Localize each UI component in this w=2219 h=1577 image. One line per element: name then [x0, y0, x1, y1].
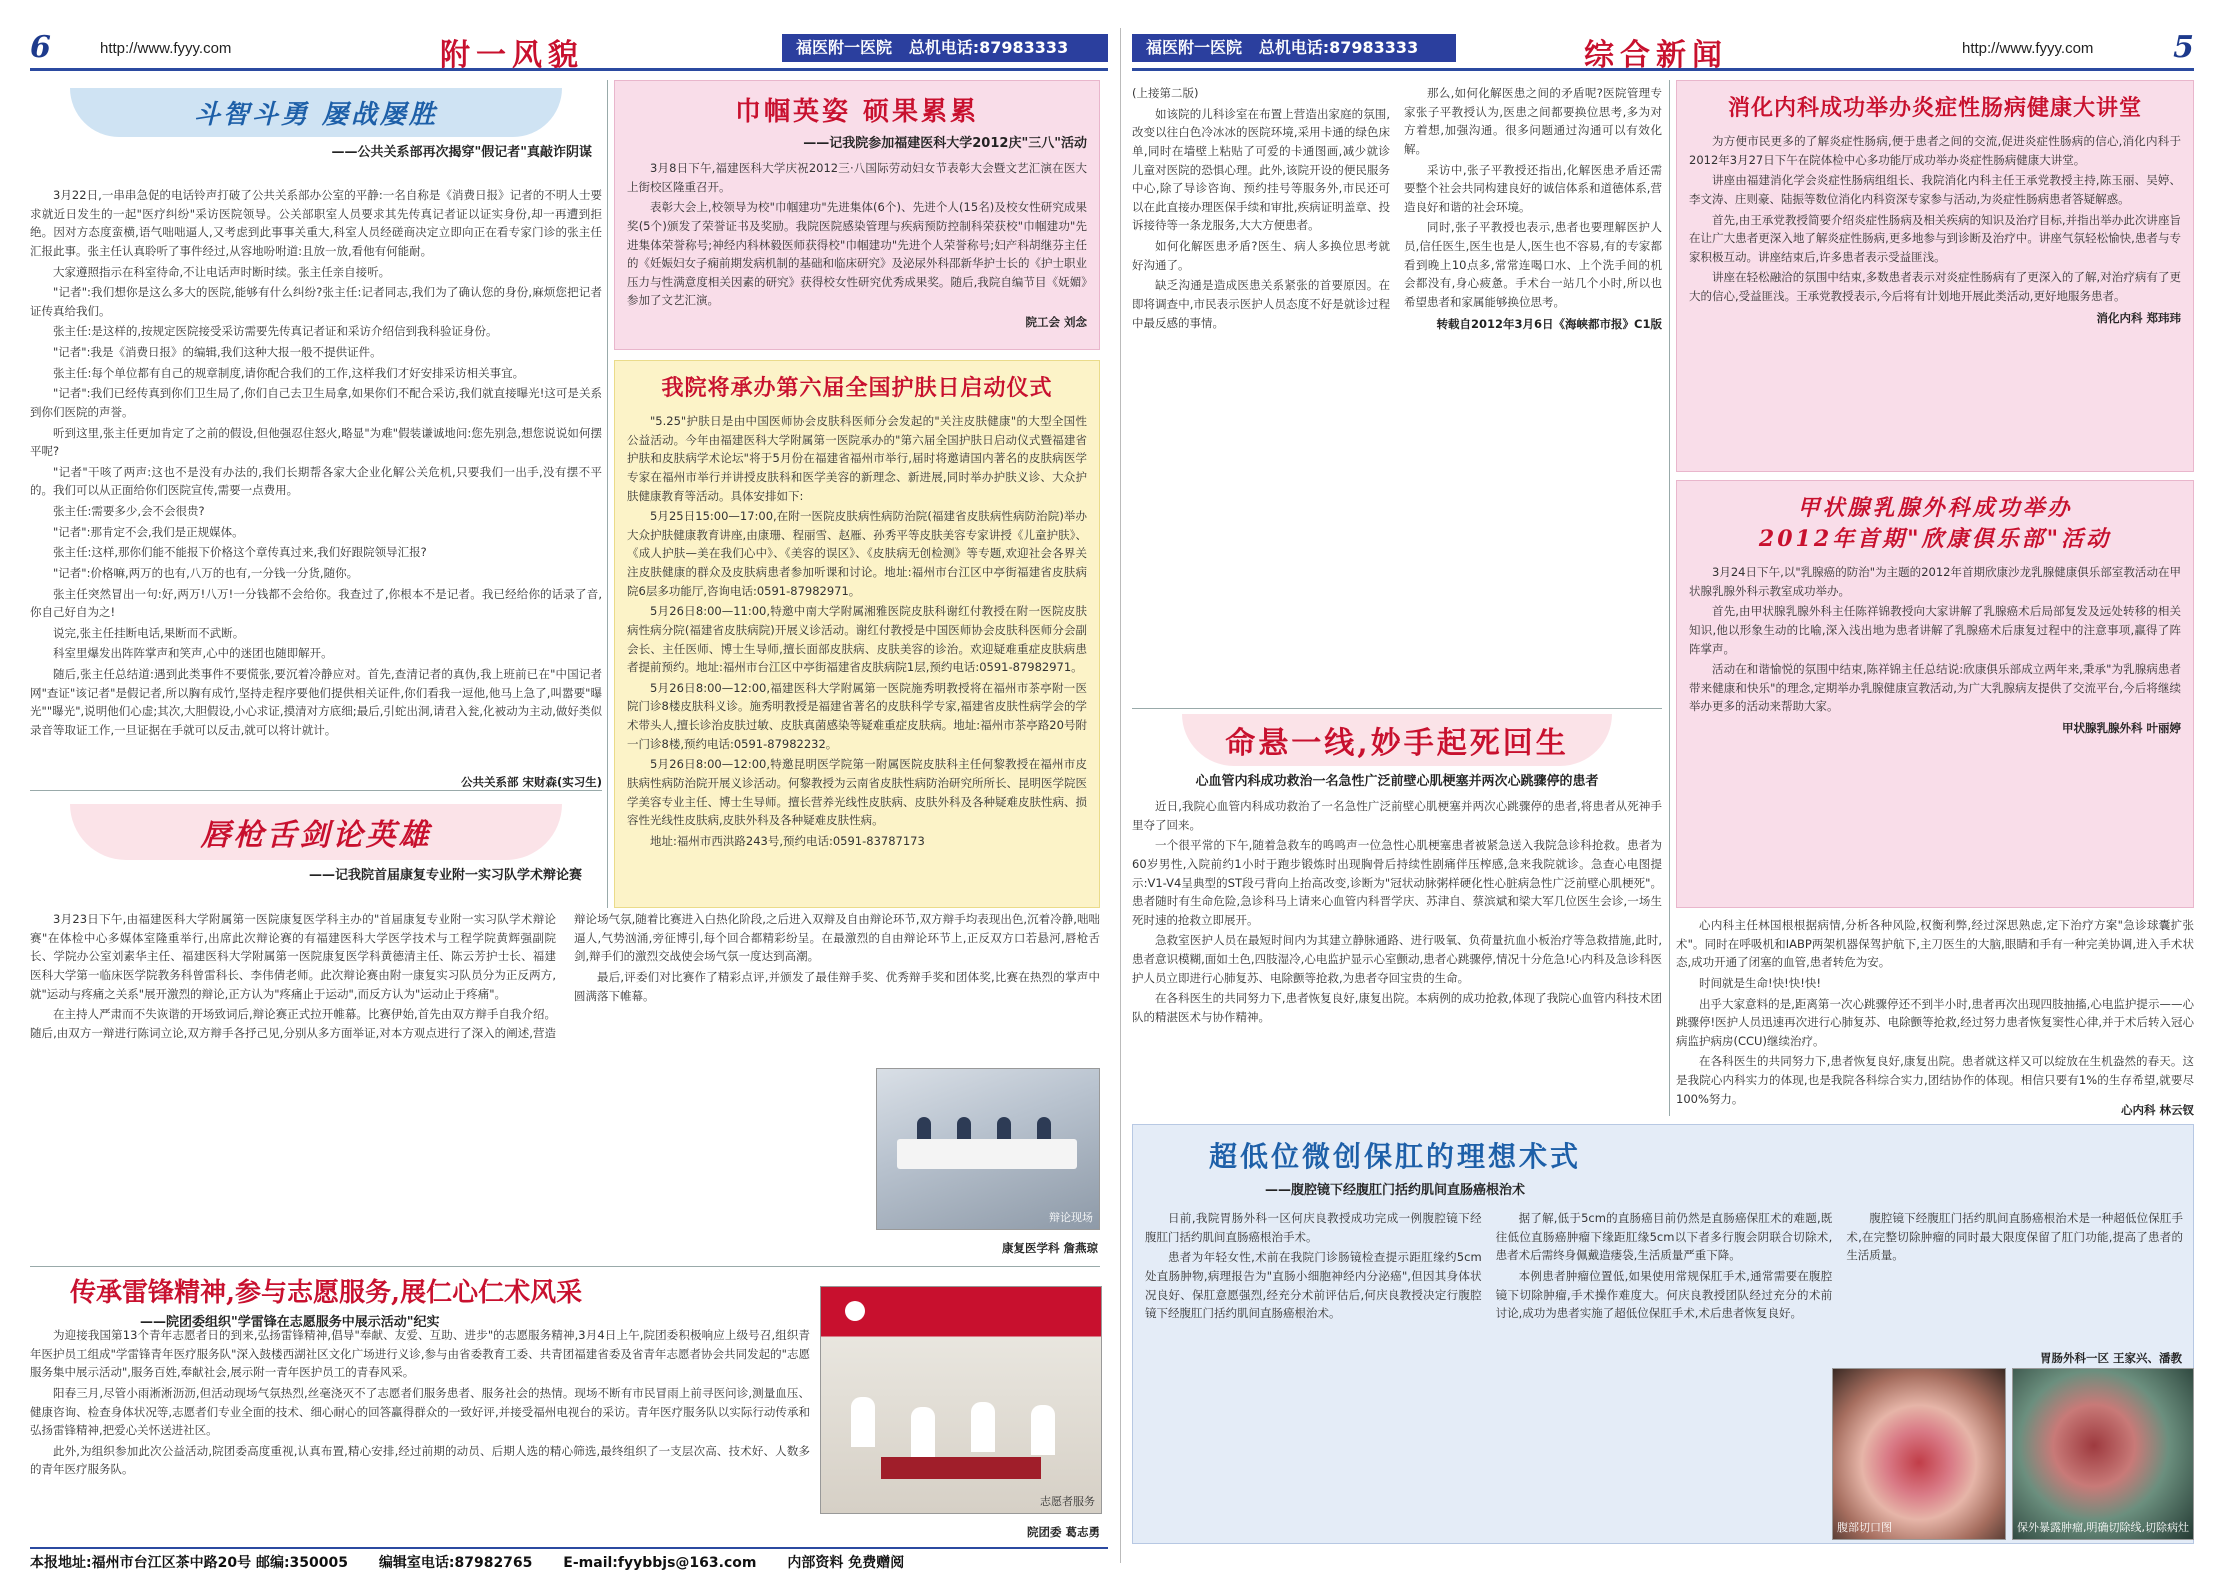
- header-url[interactable]: http://www.fyyy.com: [100, 40, 232, 57]
- column-divider: [1669, 80, 1670, 1116]
- article-cardiac-rescue: [1132, 714, 1662, 1114]
- article-title-line2: 2012年首期"欣康俱乐部"活动: [1758, 526, 2112, 552]
- article-title-line1: 甲状腺乳腺外科成功举办: [1797, 495, 2073, 521]
- article-continuation: (上接第二版): [1132, 86, 1199, 100]
- paragraph: 心内科主任林国根根据病情,分析各种风险,权衡利弊,经过深思熟虑,定下治疗方案"急诊球囊扩张术"。同时在呼吸机和IABP两架机器保驾护航下,主刀医生的大脑,眼睛和手有一种完美协调,进入手术状态,成功开通了闭塞的血管,患者转危为安。: [1676, 918, 2194, 970]
- page-number: 6: [30, 30, 51, 65]
- article-signature: 胃肠外科一区 王家兴、潘教: [2039, 1351, 2182, 1365]
- section-title: 附一风貌: [440, 38, 584, 73]
- section-divider: [30, 1266, 1100, 1267]
- paragraph: 科室里爆发出阵阵掌声和笑声,心中的迷团也随即解开。: [53, 646, 333, 661]
- section-divider: [30, 790, 602, 791]
- paragraph: 患者为年轻女性,术前在我院门诊肠镜检查提示距肛缘约5cm处直肠肿物,病理报告为"直肠小细胞神经内分泌癌",但因其身体状况良好、保肛意愿强烈,经充分术前评估后,何庆良教授决定行腹腔镜下经腹肛门括约肌间直肠癌根治术。: [1145, 1250, 1482, 1321]
- paragraph: 在各科医生的共同努力下,患者恢复良好,康复出院。本病例的成功抢救,体现了我院心血管内科技术团队的精湛医术与协作精神。: [1132, 991, 1662, 1024]
- paragraph: 首先,由王承党教授简要介绍炎症性肠病及相关疾病的知识及治疗目标,并指出举办此次讲座旨在让广大患者更深入地了解炎症性肠病,更多地参与到诊断及治疗中。讲座气氛轻松愉快,患者与专家积极互动。讲座结束后,许多患者表示受益匪浅。: [1689, 212, 2181, 264]
- article-subtitle: ——记我院参加福建医科大学2012庆"三八"活动: [803, 136, 1087, 151]
- hospital-name: 福医附一医院: [1146, 38, 1243, 57]
- paragraph: 张主任:是这样的,按规定医院接受采访需要先传真记者证和采访介绍信到我科验证身份。: [53, 324, 498, 339]
- paragraph: 5月26日8:00—11:00,特邀中南大学附属湘雅医院皮肤科谢红付教授在附一医院皮肤病性病分院(福建省皮肤病院)开展义诊活动。谢红付教授是中国医师协会皮肤科医师分会副会长、主任医师、博士生导师,擅长面部皮肤病、皮肤美容的诊治。欢迎疑难重症皮肤病患者提前预约。地址:福州市台江区中亭街福建省皮肤病院1层,预约电话:0591-87982971。: [627, 604, 1087, 675]
- paragraph: 在各科医生的共同努力下,患者恢复良好,康复出院。患者就这样又可以绽放在生机盎然的春天。这是我院心内科实力的体现,也是我院各科综合实力,团结协作的体现。相信只要有1%的生存希望,就要尽100%努力。: [1676, 1054, 2194, 1106]
- column-divider: [607, 80, 608, 908]
- paragraph: 3月23日下午,由福建医科大学附属第一医院康复医学科主办的"首届康复专业附一实习队学术辩论赛"在体检中心多媒体室隆重举行,出席此次辩论赛的有福建医科大学医学技术与工程学院黄辉强副院长、学院办公室刘素华主任、福建医科大学附属第一医院康复医学科黄德清主任、陈云芳护士长、福建医科大学第一临床医学院教务科曾雷科长、李伟倩老师。此次辩论赛由附一康复实习队员分为正反两方,就"运动与疼痛之关系"展开激烈的辩论,正方认为"疼痛止于运动",而反方认为"运动止于疼痛"。: [30, 912, 556, 1001]
- paragraph: "记者":那肯定不会,我们是正规媒体。: [53, 524, 244, 539]
- article-cardiac-continued: [1676, 916, 2194, 1106]
- title-banner: [70, 804, 562, 860]
- paragraph: "记者"干咳了两声:这也不是没有办法的,我们长期帮各家大企业化解公关危机,只要我们一出手,没有摆不平的。我们可以从正面给你们医院宣传,需要一点费用。: [30, 464, 602, 498]
- paragraph: 那么,如何化解医患之间的矛盾呢?医院管理专家张子平教授认为,医患之间都要换位思考,多为对方着想,加强沟通。很多问题通过沟通可以有效化解。: [1404, 86, 1662, 156]
- page-number: 5: [2173, 30, 2194, 65]
- debate-photo: [876, 1068, 1100, 1230]
- right-page-header: [1132, 28, 2194, 71]
- paragraph: 时间就是生命!快!快!快!: [1699, 975, 1821, 990]
- article-fake-reporter: [30, 84, 602, 767]
- footer-address: 本报地址:福州市台江区茶中路20号 邮编:350005: [30, 1555, 348, 1571]
- article-body: [30, 186, 602, 740]
- article-title: 命悬一线,妙手起死回生: [1182, 714, 1612, 766]
- article-title: 巾帼英姿 硕果累累: [734, 97, 980, 127]
- paragraph: 如该院的儿科诊室在布置上营造出家庭的氛围,改变以往白色冷冰冰的医院环境,采用卡通的绿色床单,同时在墙壁上粘贴了可爱的卡通图画,减少就诊儿童对医院的恐惧心理。此外,该院开设的便民服务中心,除了导诊咨询、预约挂号等服务外,市民还可以在此直接办理医保手续和审批,疾病证明盖章、投诉接待等一条龙服务,大大方便患者。: [1132, 106, 1390, 233]
- page-gutter: [1120, 28, 1121, 1563]
- paragraph: 在主持人严肃而不失诙谐的开场致词后,辩论赛正式拉开帷幕。比赛伊始,首先由双方辩手自我介绍。随后,由双方一辩进行陈词立论,双方辩手各抒己见,分别从多方面举证,对本方观点进行了深入的阐述,营造辩论场气氛,随着比赛进入白热化阶段,之后进入双辩及自由辩论环节,双方辩手均表现出色,沉着冷静,咄咄逼人,气势汹涌,旁征博引,每个回合都精彩纷呈。在最激烈的自由辩论环节上,正反双方口若悬河,唇枪舌剑,辩手们的激烈交战使会场气氛一度达到高潮。: [30, 912, 1100, 1040]
- surgery-photo-incision: [1832, 1368, 2006, 1540]
- paragraph: 5月26日8:00—12:00,福建医科大学附属第一医院施秀明教授将在福州市茶亭附一医院门诊8楼皮肤科义诊。施秀明教授是福建省著名的皮肤科学专家,福建省皮肤性病学会的学术带头人,擅长诊治皮肤过敏、皮肤真菌感染等疑难重症皮肤病。地址:福州市茶亭路20号附一门诊8楼,预约电话:0591-87982232。: [627, 680, 1087, 751]
- paragraph: 地址:福州市西洪路243号,预约电话:0591-83787173: [650, 833, 925, 848]
- paragraph: 如何化解医患矛盾?医生、病人多换位思考就好沟通了。: [1132, 239, 1390, 272]
- paragraph: 大家遵照指示在科室待命,不让电话声时断时续。张主任亲自接听。: [53, 264, 391, 279]
- article-breast-club: [1676, 480, 2194, 908]
- photo-caption: 志愿者服务: [1040, 1495, 1095, 1508]
- article-subtitle: ——院团委组织"学雷锋在志愿服务中展示活动"纪实: [140, 1315, 440, 1330]
- article-signature: 心内科 林云钗: [2120, 1103, 2194, 1117]
- article-volunteer-body: [30, 1326, 810, 1540]
- paragraph: 急救室医护人员在最短时间内为其建立静脉通路、进行吸氧、负荷量抗血小板治疗等急救措施,此时,患者意识模糊,面如土色,四肢湿冷,心电监护显示心室颤动,患者心跳骤停,情况十分危急!心内科及急诊科医护人员立即进行心肺复苏、电除颤等抢救,为患者夺回宝贵的生命。: [1132, 933, 1662, 985]
- photo-caption: 辩论现场: [1049, 1211, 1093, 1224]
- paragraph: 听到这里,张主任更加肯定了之前的假设,但他强忍住怒火,略显"为难"假装谦诚地问:您先别急,想您说说如何摆平呢?: [30, 425, 602, 459]
- paragraph: 讲座由福建消化学会炎症性肠病组组长、我院消化内科主任王承党教授主持,陈玉丽、吴婷、李文涛、庄则豪、陆振等数位消化内科资深专家参与活动,为炎症性肠病患者答疑解惑。: [1689, 173, 2181, 206]
- paragraph: 为方便市民更多的了解炎症性肠病,便于患者之间的交流,促进炎症性肠病的信心,消化内科于2012年3月27日下午在院体检中心多功能厅成功举办炎症性肠病健康大讲堂。: [1689, 134, 2181, 167]
- article-title: 斗智斗勇 屡战屡胜: [193, 100, 439, 130]
- left-page-header: [30, 28, 1108, 71]
- paragraph: 为迎接我国第13个青年志愿者日的到来,弘扬雷锋精神,倡导"奉献、友爱、互助、进步"的志愿服务精神,3月4日上午,院团委积极响应上级号召,组织青年医护员工组成"学雷锋青年医疗服务队"深入鼓楼西湖社区文化广场进行义诊,参与由省委教育工委、共青团福建省委及省青年志愿者协会共同发起的"志愿服务集中展示活动",服务百姓,奉献社会,展示附一青年医护员工的青春风采。: [30, 1328, 810, 1380]
- footer-note: 内部资料 免费赠阅: [787, 1555, 905, 1571]
- paragraph: 近日,我院心血管内科成功救治了一名急性广泛前壁心肌梗塞并两次心跳骤停的患者,将患者从死神手里夺了回来。: [1132, 799, 1662, 832]
- paragraph: 出乎大家意料的是,距离第一次心跳骤停还不到半小时,患者再次出现四肢抽搐,心电监护提示——心跳骤停!医护人员迅速再次进行心肺复苏、电除颤等抢救,经过努力患者恢复窦性心律,并于术后转入冠心病监护病房(CCU)继续治疗。: [1676, 996, 2194, 1048]
- article-title: 消化内科成功举办炎症性肠病健康大讲堂: [1727, 95, 2142, 121]
- paragraph: 同时,张子平教授也表示,患者也要理解医护人员,信任医生,医生也是人,医生也不容易,有的专家都看到晚上10点多,常常连喝口水、上个洗手间的机会都没有,身心疲惫。手术台一站几个小时,所以也希望患者和家属能够换位思考。: [1404, 220, 1662, 309]
- left-page: [30, 28, 1108, 1563]
- paragraph: 采访中,张子平教授还指出,化解医患矛盾还需要整个社会共同构建良好的诚信体系和道德体系,营造良好和谐的社会环境。: [1404, 162, 1662, 214]
- paragraph: 5月25日15:00—17:00,在附一医院皮肤病性病防治院(福建省皮肤病性病防治院)举办大众护肤健康教育讲座,由康珊、程丽雪、赵雁、孙秀平等皮肤美容专家讲授《儿童护肤》、《成人护肤—美在我们心中》、《美容的误区》、《皮肤病无创检测》等专题,欢迎社会各界关注皮肤健康的群众及皮肤病患者参加听课和讨论。地址:福州市台江区中亭街福建省皮肤病院6层多功能厅,咨询电话:0591-87982971。: [627, 509, 1087, 598]
- paragraph: 5月26日8:00—12:00,特邀昆明医学院第一附属医院皮肤科主任何黎教授在福州市皮肤病性病防治院开展义诊活动。何黎教授为云南省皮肤性病防治研究所所长、昆明医学院医学美容专业主任、博士生导师。擅长营养光线性皮肤病、皮肤外科及各种疑难皮肤性病、损容性光线性皮肤病,皮肤外科及各种疑难皮肤性病。: [627, 757, 1087, 828]
- article-signature: 院团委 葛志勇: [1026, 1525, 1100, 1539]
- paragraph: 阳春三月,尽管小雨淅淅沥沥,但活动现场气氛热烈,丝毫浇灭不了志愿者们服务患者、服务社会的热情。现场不断有市民冒雨上前寻医问诊,测量血压、健康咨询、检查身体状况等,志愿者们专业全面的技术、细心耐心的回答赢得群众的一致好评,并接受福州电视台的采访。青年医疗服务队以实际行动传承和弘扬雷锋精神,把爱心关怀送进社区。: [30, 1385, 810, 1438]
- article-title: 超低位微创保肛的理想术式: [1208, 1140, 1581, 1173]
- hospital-phone: 总机电话:87983333: [908, 38, 1069, 57]
- photo-caption: 保外暴露肿瘤,明确切除线,切除病灶: [2017, 1521, 2189, 1534]
- paragraph: 3月22日,一串串急促的电话铃声打破了公共关系部办公室的平静:一名自称是《消费日报》记者的不明人士要求就近日发生的一起"医疗纠纷"采访医院领导。公关部职室人员要求其先传真记者证以证实身份,却一再遭到拒绝。因对方态度蛮横,语气咄咄逼人,又考虑到此事事关重大,科室人员经磋商决定立即向正在看专家门诊的张主任汇报此事。张主任认真聆听了事件经过,从容地吩咐道:且放一放,看他有何能耐。: [30, 188, 602, 258]
- paragraph: "记者":我是《消费日报》的编辑,我们这种大报一般不提供证件。: [53, 345, 382, 359]
- article-subtitle: ——腹腔镜下经腹肛门括约肌间直肠癌根治术: [1264, 1183, 1525, 1198]
- article-title: 传承雷锋精神,参与志愿服务,展仁心仁术风采: [70, 1278, 583, 1308]
- section-title: 综合新闻: [1584, 38, 1728, 73]
- article-title: 我院将承办第六届全国护肤日启动仪式: [661, 375, 1053, 401]
- footer-editor-phone: 编辑室电话:87982765: [378, 1555, 533, 1571]
- article-subtitle: ——记我院首届康复专业附一实习队学术辩论赛: [308, 868, 582, 883]
- article-ibd-lecture: [1676, 80, 2194, 472]
- paragraph: 活动在和谐愉悦的氛围中结束,陈祥锦主任总结说:欣康俱乐部成立两年来,秉承"为乳腺病患者带来健康和快乐"的理念,定期举办乳腺健康宣教活动,为广大乳腺病友提供了交流平台,今后将继续举办更多的活动来帮助大家。: [1689, 662, 2181, 714]
- paragraph: 最后,评委们对比赛作了精彩点评,并颁发了最佳辩手奖、优秀辩手奖和团体奖,比赛在热烈的掌声中圆满落下帷幕。: [574, 969, 1100, 1003]
- article-skincare-day: [614, 360, 1100, 908]
- section-divider: [1132, 708, 1662, 709]
- header-url[interactable]: http://www.fyyy.com: [1962, 40, 2094, 57]
- article-signature: 康复医学科 詹燕琼: [1001, 1241, 1098, 1255]
- article-subtitle: ——公共关系部再次揭穿"假记者"真敲诈阴谋: [331, 145, 592, 160]
- hospital-name: 福医附一医院: [796, 38, 893, 57]
- paragraph: 本例患者肿瘤位置低,如果使用常规保肛手术,通常需要在腹腔镜下切除肿瘤,手术操作难度大。何庆良教授团队经过充分的术前讨论,成功为患者实施了超低位保肛手术,术后患者恢复良好。: [1495, 1268, 1833, 1321]
- article-signature: 院工会 刘念: [1025, 315, 1087, 329]
- article-subtitle: 心血管内科成功救治一名急性广泛前壁心肌梗塞并两次心跳骤停的患者: [1195, 774, 1599, 789]
- paragraph: 缺乏沟通是造成医患关系紧张的首要原因。在即将调查中,市民表示医护人员态度不好是就诊过程中最反感的事情。: [1132, 278, 1390, 330]
- paragraph: 日前,我院胃肠外科一区何庆良教授成功完成一例腹腔镜下经腹肛门括约肌间直肠癌根治手术。: [1145, 1211, 1482, 1244]
- paragraph: 张主任突然冒出一句:好,两万!八万!一分钱都不会给你。我查过了,你根本不是记者。我已经给你的话录了音,你自己好自为之!: [30, 586, 602, 620]
- article-womens-day: [614, 80, 1100, 350]
- paragraph: 表彰大会上,校领导为校"巾帼建功"先进集体(6个)、先进个人(15名)及校女性研究成果奖(5个)颁发了荣誉证书及奖励。我院医院感染管理与疾病预防控制科荣获校"巾帼建功"先进集体荣誉称号;神经内科林毅医师获得校"巾帼建功"先进个人荣誉称号;妇产科胡继芬主任的《妊娠妇女子痫前期发病机制的基础和临床研究》及泌尿外科邵新华护士长的《护士职业压力与性满意度相关因素的研究》获得校女性研究优秀成果奖。随后,我院自编节目《妩媚》参加了文艺汇演。: [627, 200, 1087, 308]
- paragraph: 张主任:需要多少,会不会很贵?: [53, 504, 205, 518]
- article-doctor-patient: [1132, 84, 1662, 706]
- paragraph: 张主任:这样,那你们能不能报下价格这个章传真过来,我们好跟院领导汇报?: [53, 545, 427, 560]
- paragraph: "记者":价格嘛,两万的也有,八万的也有,一分钱一分货,随你。: [53, 565, 359, 580]
- paragraph: 讲座在轻松融洽的氛围中结束,多数患者表示对炎症性肠病有了更深入的了解,对治疗病有了更大的信心,受益匪浅。王承党教授表示,今后将有计划地开展此类活动,更好地服务患者。: [1689, 270, 2181, 303]
- volunteer-photo: [820, 1286, 1102, 1514]
- article-source: 转载自2012年3月6日《海峡都市报》C1版: [1436, 316, 1662, 331]
- paragraph: 说完,张主任挂断电话,果断而不武断。: [53, 625, 245, 640]
- left-page-footer: [30, 1547, 1108, 1572]
- paragraph: 3月24日下午,以"乳腺癌的防治"为主题的2012年首期欣康沙龙乳腺健康俱乐部室教活动在甲状腺乳腺外科示教室成功举办。: [1689, 565, 2181, 598]
- surgery-photo-tumor: [2012, 1368, 2194, 1540]
- paragraph: 一个很平常的下午,随着急救车的鸣鸣声一位急性心肌梗塞患者被紧急送入我院急诊科抢救。患者为60岁男性,入院前约1小时于跑步锻炼时出现胸骨后持续性剧痛伴压榨感,急来我院就诊。急查心电图提示:V1-V4呈典型的ST段弓背向上抬高改变,诊断为"冠状动脉粥样硬化性心脏病急性广泛前壁心肌梗死"。患者随时有生命危险,急诊科马上请来心血管内科晋学庆、苏津自、蔡滨斌和梁大军几位医生会诊,一场生死时速的抢救立即展开。: [1132, 838, 1662, 927]
- article-signature: 消化内科 郑玮玮: [2096, 310, 2181, 325]
- paragraph: 腹腔镜下经腹肛门括约肌间直肠癌根治术是一种超低位保肛手术,在完整切除肿瘤的同时最大限度保留了肛门功能,提高了患者的生活质量。: [1846, 1211, 2183, 1263]
- paragraph: 首先,由甲状腺乳腺外科主任陈祥锦教授向大家讲解了乳腺癌术后局部复发及远处转移的相关知识,他以形象生动的比喻,深入浅出地为患者讲解了乳腺癌术后康复过程中的注意事项,赢得了阵阵掌声。: [1689, 604, 2181, 656]
- paragraph: 此外,为组织参加此次公益活动,院团委高度重视,认真布置,精心安排,经过前期的动员、后期人选的精心筛选,最终组织了一支层次高、技术好、人数多的青年医疗服务队。: [30, 1443, 810, 1477]
- right-page: [1132, 28, 2194, 1563]
- article-title: 唇枪舌剑论英雄: [200, 818, 432, 853]
- paragraph: 据了解,低于5cm的直肠癌目前仍然是直肠癌保肛术的难题,既往低位直肠癌肿瘤下缘距肛缘5cm以下者多行腹会阴联合切除术,患者术后需终身佩戴造瘘袋,生活质量严重下降。: [1495, 1211, 1833, 1263]
- paragraph: 3月8日下午,福建医科大学庆祝2012三·八国际劳动妇女节表彰大会暨文艺汇演在医大上街校区隆重召开。: [627, 161, 1087, 194]
- article-header: [1145, 1135, 1645, 1198]
- article-debate-header: [30, 798, 602, 908]
- paragraph: "记者":我们已经传真到你们卫生局了,你们自己去卫生局拿,如果你们不配合采访,我们就直接曝光!这可是关系到你们医院的声誉。: [30, 386, 602, 419]
- footer-email[interactable]: E-mail:fyybbjs@163.com: [563, 1555, 757, 1571]
- photo-caption: 腹部切口图: [1837, 1521, 1892, 1534]
- header-bar: [1132, 34, 1456, 62]
- title-banner: [70, 88, 562, 137]
- article-signature: 公共关系部 宋财森(实习生): [460, 775, 602, 789]
- header-bar: [782, 34, 1108, 62]
- article-signature: 甲状腺乳腺外科 叶丽婷: [2061, 721, 2181, 735]
- paragraph: 张主任:每个单位都有自己的规章制度,请你配合我们的工作,这样我们才好安排采访相关事宜。: [53, 365, 525, 380]
- hospital-phone: 总机电话:87983333: [1258, 38, 1419, 57]
- paragraph: "记者":我们想你是这么多大的医院,能够有什么纠纷?张主任:记者同志,我们为了确认您的身份,麻烦您把记者证传真给我们。: [30, 285, 602, 318]
- paragraph: 随后,张主任总结道:遇到此类事件不要慌张,要沉着冷静应对。首先,查清记者的真伪,我上班前已在"中国记者网"查证"该记者"是假记者,所以胸有成竹,坚持走程序要他们提供相关证件,你们看我一逗他,他马上急了,叫嚣要"曝光""曝光",说明他们心虚;其次,大胆假设,小心求证,摸清对方底细;最后,引蛇出洞,请君入瓮,化被动为主动,做好类似录音等取证工作,一旦证据在手就可以反击,就可以将计就计。: [30, 667, 602, 737]
- paragraph: "5.25"护肤日是由中国医师协会皮肤科医师分会发起的"关注皮肤健康"的大型全国性公益活动。今年由福建医科大学附属第一医院承办的"第六届全国护肤日启动仪式暨福建省护肤和皮肤病学术论坛"将于5月份在福建省福州市举行,届时将邀请国内著名的皮肤病医学专家在福州市举行并讲授皮肤科和医学美容的新理念、新进展,同时举办护肤义诊、大众护肤健康教育等活动。具体安排如下:: [627, 414, 1087, 503]
